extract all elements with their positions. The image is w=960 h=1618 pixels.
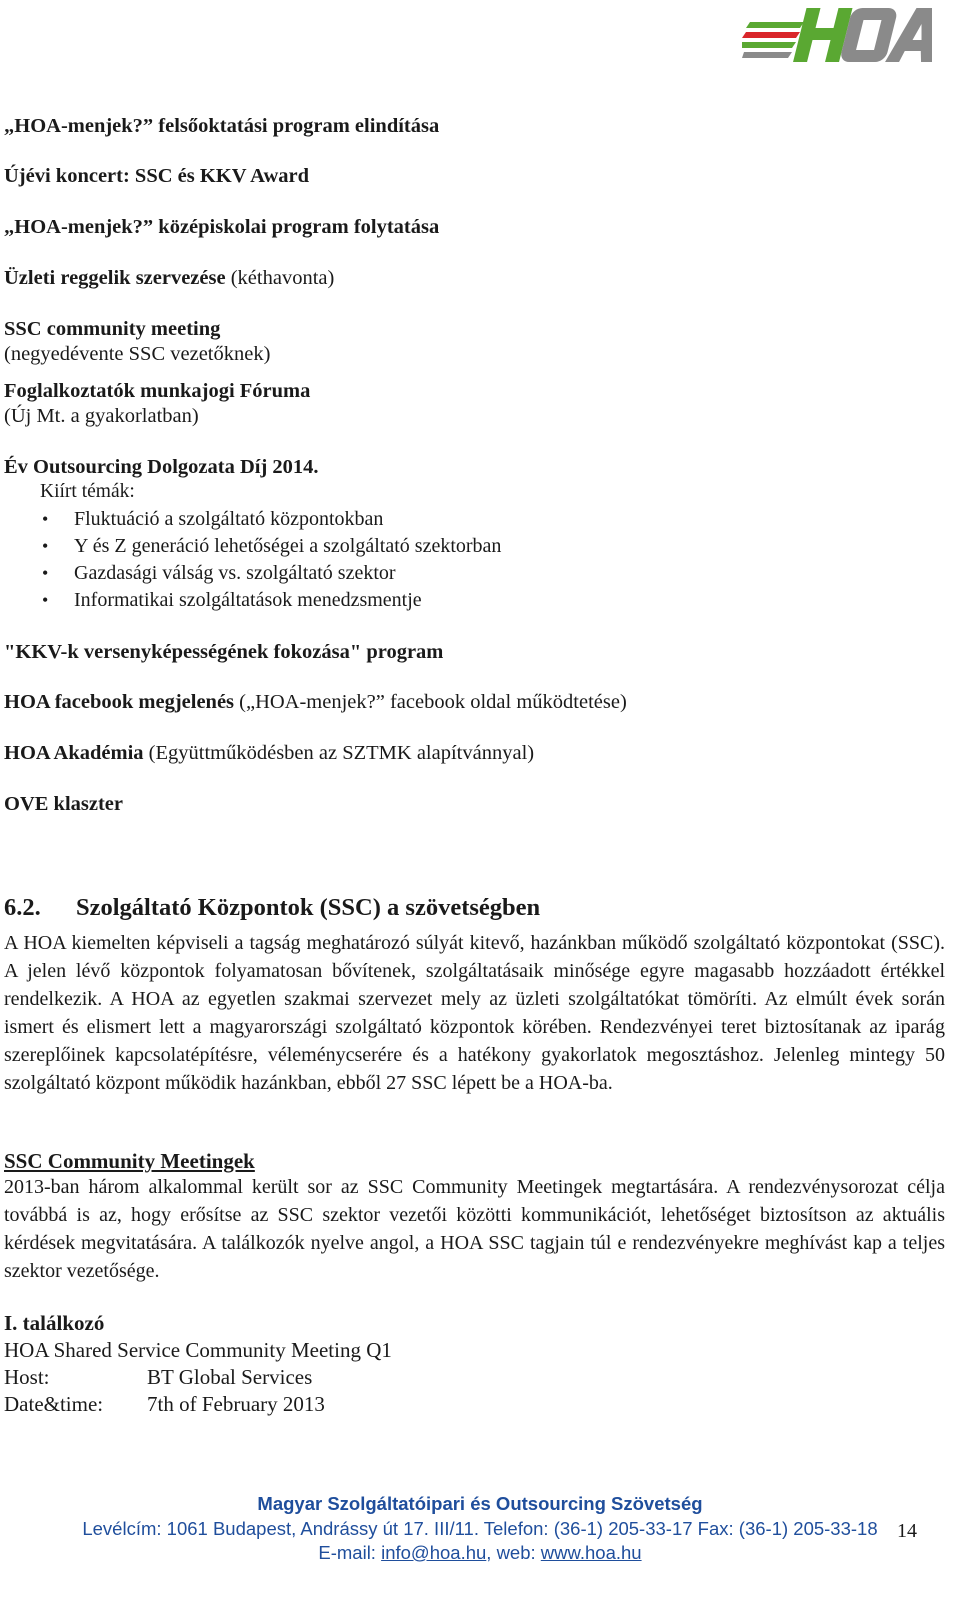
program-item-6-note (4, 403, 199, 429)
program-item-note: (Új Mt. a gyakorlatban) (4, 405, 199, 427)
program-item-title: Foglalkoztatók munkajogi Fóruma (4, 380, 311, 402)
program-item-title: Üzleti reggelik szervezése (4, 267, 226, 289)
theme-bullet: • Gazdasági válság vs. szolgáltató szektor (74, 560, 396, 586)
themes-label (40, 479, 135, 505)
program-item-title: „HOA-menjek?” felsőoktatási program elindítása (4, 115, 440, 137)
program-item-7 (4, 454, 319, 480)
program-item-note: („HOA-menjek?” facebook oldal működtetése) (234, 691, 627, 713)
meeting-title: HOA Shared Service Community Meeting Q1 (4, 1338, 392, 1362)
web-label: , web: (486, 1542, 541, 1563)
program-item-title: HOA Akadémia (4, 742, 144, 764)
section-heading (4, 894, 540, 922)
host-value: BT Global Services (147, 1365, 313, 1389)
themes-label-text: Kiírt témák: (40, 481, 135, 502)
program-item-5-note (4, 341, 270, 367)
date-value: 7th of February 2013 (147, 1392, 325, 1416)
web-link[interactable]: www.hoa.hu (540, 1542, 642, 1563)
email-link[interactable]: info@hoa.hu (381, 1542, 487, 1563)
program-item-4 (4, 265, 334, 291)
intro-paragraph: A HOA kiemelten képviseli a tagság meghatározó súlyát kitevő, hazánkban működő szolgáltató központokat (SSC). A jelen lévő központok folyamatosan bővítenek, szolgáltatásaik minősége egyre magasabb hozzáadott értékkel rendelkezik. A HOA az egyetlen szakmai szervezet mely az üzleti szolgáltatókat tömöríti. Az elmúlt évek során ismert és elismert lett a magyarországi szolgáltató központok körében. Rendezvényei teret biztosítanak az iparág szereplőinek kapcsolatépítésre, véleménycserére és a hatékony gyakorlatok megosztáshoz. Jelenleg mintegy 50 szolgáltató központ működik hazánkban, ebből 27 SSC lépett be a HOA-ba. (4, 932, 945, 1094)
community-heading: SSC Community Meetingek (4, 1149, 255, 1173)
program-item-note: (Együttműködésben az SZTMK alapítvánnyal) (143, 742, 535, 764)
program-item-5 (4, 316, 220, 342)
section-number: 6.2. (4, 894, 41, 921)
hoa-logo (742, 2, 932, 68)
meeting-heading: I. találkozó (4, 1311, 105, 1335)
theme-bullet: • Y és Z generáció lehetőségei a szolgáltató szektorban (74, 533, 501, 559)
program-item-title: Év Outsourcing Dolgozata Díj 2014. (4, 456, 319, 478)
program-item-3 (4, 214, 439, 240)
email-label: E-mail: (318, 1542, 382, 1563)
host-label: Host: (4, 1365, 50, 1389)
program-item-title: OVE klaszter (4, 793, 123, 815)
program-item-6 (4, 378, 310, 404)
date-label: Date&time: (4, 1392, 104, 1416)
program-item-8 (4, 639, 443, 665)
meeting-date (4, 1390, 325, 1418)
program-item-title: „HOA-menjek?” középiskolai program folytatása (4, 216, 440, 238)
program-item-10 (4, 740, 534, 766)
program-item-title: SSC community meeting (4, 318, 221, 340)
logo-letters (793, 8, 932, 62)
program-item-1 (4, 113, 439, 139)
program-item-11 (4, 791, 123, 817)
community-paragraph: 2013-ban három alkalommal került sor az SSC Community Meetingek megtartására. A rendezvénysorozat célja továbbá is az, hogy erősítse az SSC szektor vezetői közötti kommunikációt, lehetőséget biztosítson az aktuális kérdések megvitatására. A találkozók nyelve angol, a HOA SSC tagjain túl e rendezvényekre meghívást kap a teljes szektor vezetősége. (4, 1176, 945, 1282)
program-item-title: Újévi koncert: SSC és KKV Award (4, 165, 310, 187)
footer-address: Levélcím: 1061 Budapest, Andrássy út 17. III/11. Telefon: (36-1) 205-33-17 Fax: (36-1) 205-33-18 (82, 1518, 878, 1539)
logo-speed-stripes (742, 22, 804, 58)
meeting-host (4, 1363, 312, 1391)
program-item-title: "KKV-k versenyképességének fokozása" program (4, 641, 444, 663)
program-item-note: (negyedévente SSC vezetőknek) (4, 343, 271, 365)
theme-bullet: • Fluktuáció a szolgáltató központokban (74, 506, 383, 532)
program-item-2 (4, 163, 309, 189)
footer-org: Magyar Szolgáltatóipari és Outsourcing Szövetség (257, 1493, 703, 1514)
section-title: Szolgáltató Központok (SSC) a szövetségben (76, 894, 541, 921)
footer-contact (0, 1541, 960, 1565)
theme-bullet: • Informatikai szolgáltatások menedzsmentje (74, 587, 422, 613)
program-item-title: HOA facebook megjelenés (4, 691, 235, 713)
program-item-note: (kéthavonta) (225, 267, 335, 289)
page-number: 14 (897, 1520, 917, 1542)
program-item-9 (4, 689, 627, 715)
